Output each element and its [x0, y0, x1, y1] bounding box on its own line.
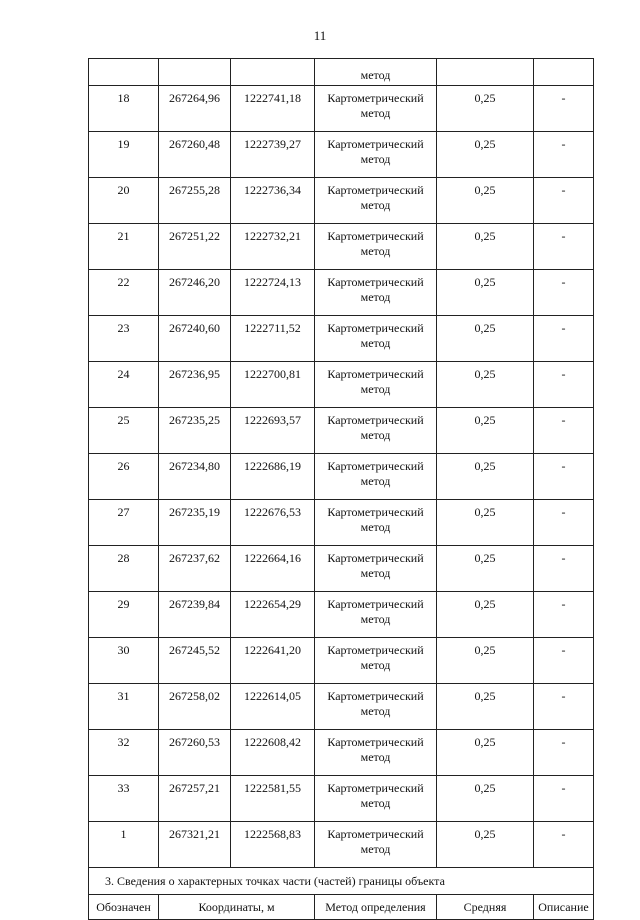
- point-number-cell: 28: [89, 546, 159, 592]
- accuracy-cell: 0,25: [437, 592, 534, 638]
- empty-cell: [159, 59, 231, 86]
- accuracy-cell: 0,25: [437, 270, 534, 316]
- method-cell: [315, 224, 437, 270]
- coord-x-cell: 267236,95: [159, 362, 231, 408]
- accuracy-cell: 0,25: [437, 546, 534, 592]
- method-line: Картометрический: [327, 229, 424, 243]
- boundary-points-table: [88, 58, 594, 920]
- description-cell: -: [534, 362, 594, 408]
- coord-x-cell: 267246,20: [159, 270, 231, 316]
- method-cell: [315, 316, 437, 362]
- table-row: [89, 408, 594, 454]
- point-number-cell: 22: [89, 270, 159, 316]
- description-cell: -: [534, 132, 594, 178]
- coord-y-cell: 1222736,34: [231, 178, 315, 224]
- method-line: метод: [360, 152, 391, 166]
- coord-y-cell: 1222741,18: [231, 86, 315, 132]
- table-row: [89, 546, 594, 592]
- method-cell: [315, 86, 437, 132]
- method-line: метод: [360, 290, 391, 304]
- description-cell: -: [534, 224, 594, 270]
- coord-x-cell: 267251,22: [159, 224, 231, 270]
- coord-y-cell: 1222581,55: [231, 776, 315, 822]
- description-cell: -: [534, 822, 594, 868]
- method-cell: [315, 776, 437, 822]
- table-row: [89, 730, 594, 776]
- point-number-cell: 30: [89, 638, 159, 684]
- point-number-cell: 31: [89, 684, 159, 730]
- table-row: [89, 270, 594, 316]
- method-line: Картометрический: [327, 321, 424, 335]
- header-description: Описание: [534, 895, 594, 920]
- method-line: метод: [360, 612, 391, 626]
- section-3-title: 3. Сведения о характерных точках части (частей) границы объекта: [89, 868, 594, 895]
- table-row: [89, 454, 594, 500]
- coord-y-cell: 1222732,21: [231, 224, 315, 270]
- coord-y-cell: 1222711,52: [231, 316, 315, 362]
- coord-y-cell: 1222654,29: [231, 592, 315, 638]
- point-number-cell: 18: [89, 86, 159, 132]
- method-cell: [315, 178, 437, 224]
- table-row: [89, 822, 594, 868]
- table-row: [89, 592, 594, 638]
- section-3-row: [89, 868, 594, 895]
- coord-y-cell: 1222568,83: [231, 822, 315, 868]
- accuracy-cell: 0,25: [437, 408, 534, 454]
- method-line: метод: [360, 566, 391, 580]
- method-line: Картометрический: [327, 367, 424, 381]
- accuracy-cell: 0,25: [437, 454, 534, 500]
- coord-y-cell: 1222724,13: [231, 270, 315, 316]
- method-line: Картометрический: [327, 505, 424, 519]
- method-line: метод: [360, 244, 391, 258]
- method-cell: [315, 454, 437, 500]
- point-number-cell: 1: [89, 822, 159, 868]
- accuracy-cell: 0,25: [437, 776, 534, 822]
- accuracy-cell: 0,25: [437, 822, 534, 868]
- coord-y-cell: 1222608,42: [231, 730, 315, 776]
- accuracy-cell: 0,25: [437, 362, 534, 408]
- point-number-cell: 27: [89, 500, 159, 546]
- method-line: Картометрический: [327, 551, 424, 565]
- method-cell: [315, 730, 437, 776]
- header-coordinates: Координаты, м: [159, 895, 315, 920]
- method-line: Картометрический: [327, 275, 424, 289]
- empty-cell: [437, 59, 534, 86]
- table-row: [89, 500, 594, 546]
- method-line: метод: [360, 796, 391, 810]
- description-cell: -: [534, 86, 594, 132]
- table-row: [89, 224, 594, 270]
- coord-x-cell: 267255,28: [159, 178, 231, 224]
- point-number-cell: 24: [89, 362, 159, 408]
- method-line: Картометрический: [327, 137, 424, 151]
- coord-x-cell: 267240,60: [159, 316, 231, 362]
- method-line: метод: [360, 428, 391, 442]
- method-line: метод: [360, 658, 391, 672]
- method-line: Картометрический: [327, 827, 424, 841]
- method-line: Картометрический: [327, 689, 424, 703]
- section-3-header-row: [89, 895, 594, 920]
- method-cell: [315, 822, 437, 868]
- method-line: Картометрический: [327, 781, 424, 795]
- method-line: Картометрический: [327, 91, 424, 105]
- method-line: метод: [360, 382, 391, 396]
- accuracy-cell: 0,25: [437, 638, 534, 684]
- coord-y-cell: 1222664,16: [231, 546, 315, 592]
- coord-y-cell: 1222693,57: [231, 408, 315, 454]
- method-line: Картометрический: [327, 183, 424, 197]
- method-cell: [315, 684, 437, 730]
- coord-y-cell: 1222686,19: [231, 454, 315, 500]
- method-tail-cell: метод: [315, 59, 437, 86]
- accuracy-cell: 0,25: [437, 86, 534, 132]
- method-cell: [315, 638, 437, 684]
- method-cell: [315, 408, 437, 454]
- coord-x-cell: 267234,80: [159, 454, 231, 500]
- table-row: [89, 362, 594, 408]
- table-row: [89, 684, 594, 730]
- description-cell: -: [534, 638, 594, 684]
- table-row: [89, 86, 594, 132]
- coord-x-cell: 267245,52: [159, 638, 231, 684]
- method-cell: [315, 362, 437, 408]
- accuracy-cell: 0,25: [437, 316, 534, 362]
- point-number-cell: 19: [89, 132, 159, 178]
- coord-x-cell: 267260,48: [159, 132, 231, 178]
- page-number: 11: [313, 28, 327, 43]
- header-designation: Обозначен: [89, 895, 159, 920]
- description-cell: -: [534, 408, 594, 454]
- method-line: Картометрический: [327, 735, 424, 749]
- coord-x-cell: 267235,19: [159, 500, 231, 546]
- point-number-cell: 32: [89, 730, 159, 776]
- point-number-cell: 33: [89, 776, 159, 822]
- method-cell: [315, 592, 437, 638]
- coord-y-cell: 1222676,53: [231, 500, 315, 546]
- method-line: Картометрический: [327, 413, 424, 427]
- point-number-cell: 29: [89, 592, 159, 638]
- accuracy-cell: 0,25: [437, 684, 534, 730]
- continued-row: [89, 59, 594, 86]
- description-cell: -: [534, 546, 594, 592]
- point-number-cell: 25: [89, 408, 159, 454]
- header-accuracy: Средняя: [437, 895, 534, 920]
- method-line: метод: [360, 520, 391, 534]
- accuracy-cell: 0,25: [437, 730, 534, 776]
- header-method: Метод определения: [315, 895, 437, 920]
- empty-cell: [534, 59, 594, 86]
- method-line: метод: [360, 704, 391, 718]
- empty-cell: [231, 59, 315, 86]
- method-cell: [315, 546, 437, 592]
- coord-x-cell: 267260,53: [159, 730, 231, 776]
- table-row: [89, 316, 594, 362]
- description-cell: -: [534, 684, 594, 730]
- method-line: метод: [360, 336, 391, 350]
- coord-y-cell: 1222739,27: [231, 132, 315, 178]
- table-row: [89, 178, 594, 224]
- accuracy-cell: 0,25: [437, 178, 534, 224]
- accuracy-cell: 0,25: [437, 224, 534, 270]
- coord-x-cell: 267235,25: [159, 408, 231, 454]
- coord-y-cell: 1222614,05: [231, 684, 315, 730]
- method-cell: [315, 500, 437, 546]
- method-line: Картометрический: [327, 459, 424, 473]
- table-row: [89, 638, 594, 684]
- table-row: [89, 776, 594, 822]
- method-line: метод: [360, 474, 391, 488]
- method-line: метод: [360, 842, 391, 856]
- method-line: Картометрический: [327, 597, 424, 611]
- point-number-cell: 26: [89, 454, 159, 500]
- coord-x-cell: 267239,84: [159, 592, 231, 638]
- description-cell: -: [534, 454, 594, 500]
- description-cell: -: [534, 500, 594, 546]
- table-row: [89, 132, 594, 178]
- method-line: метод: [360, 106, 391, 120]
- point-number-cell: 20: [89, 178, 159, 224]
- coord-x-cell: 267258,02: [159, 684, 231, 730]
- coord-x-cell: 267237,62: [159, 546, 231, 592]
- accuracy-cell: 0,25: [437, 500, 534, 546]
- coord-x-cell: 267257,21: [159, 776, 231, 822]
- coord-x-cell: 267321,21: [159, 822, 231, 868]
- description-cell: -: [534, 178, 594, 224]
- coord-y-cell: 1222641,20: [231, 638, 315, 684]
- description-cell: -: [534, 316, 594, 362]
- point-number-cell: 23: [89, 316, 159, 362]
- accuracy-cell: 0,25: [437, 132, 534, 178]
- method-line: метод: [360, 750, 391, 764]
- description-cell: -: [534, 270, 594, 316]
- empty-cell: [89, 59, 159, 86]
- point-number-cell: 21: [89, 224, 159, 270]
- method-cell: [315, 132, 437, 178]
- method-line: Картометрический: [327, 643, 424, 657]
- description-cell: -: [534, 730, 594, 776]
- method-line: метод: [360, 198, 391, 212]
- description-cell: -: [534, 776, 594, 822]
- coord-x-cell: 267264,96: [159, 86, 231, 132]
- description-cell: -: [534, 592, 594, 638]
- method-cell: [315, 270, 437, 316]
- coord-y-cell: 1222700,81: [231, 362, 315, 408]
